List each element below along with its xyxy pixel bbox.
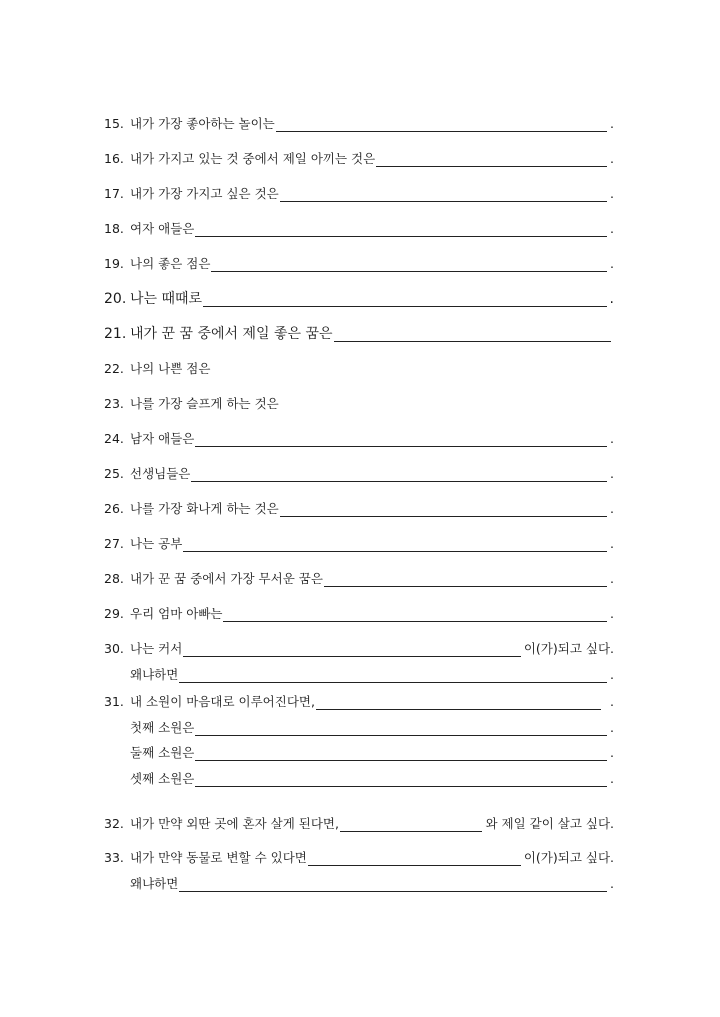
- answer-blank[interactable]: [195, 746, 607, 761]
- question-text: 여자 애들은: [130, 221, 195, 236]
- wish-first: [130, 716, 614, 736]
- question-number: 16.: [104, 151, 124, 166]
- question-number: 23.: [104, 396, 124, 411]
- answer-blank[interactable]: [324, 572, 607, 587]
- period: .: [610, 116, 614, 131]
- question-number: 31.: [104, 694, 124, 709]
- question-text: 남자 애들은: [130, 431, 195, 446]
- period: .: [610, 606, 614, 621]
- question-number: 22.: [104, 361, 124, 376]
- question-tail: 와 제일 같이 살고 싶다.: [485, 816, 614, 831]
- answer-blank[interactable]: [280, 502, 607, 517]
- period: .: [610, 151, 614, 166]
- question-number: 27.: [104, 536, 124, 551]
- question-text: 나의 좋은 점은: [130, 256, 211, 271]
- question-30-reason: [130, 663, 614, 683]
- question-27: [104, 532, 614, 552]
- question-number: 33.: [104, 850, 124, 865]
- period: .: [610, 501, 614, 516]
- question-text: 우리 엄마 아빠는: [130, 606, 223, 621]
- question-number: 20.: [104, 291, 127, 307]
- reason-label: 왜냐하면: [130, 876, 179, 891]
- wish-third: [130, 767, 614, 787]
- question-21: [104, 322, 614, 342]
- period: .: [610, 745, 614, 760]
- question-16: [104, 147, 614, 167]
- question-number: 24.: [104, 431, 124, 446]
- period: .: [610, 771, 614, 786]
- question-29: [104, 602, 614, 622]
- wish-label: 둘째 소원은: [130, 745, 195, 760]
- answer-blank[interactable]: [191, 467, 607, 482]
- answer-blank[interactable]: [203, 292, 606, 307]
- answer-blank[interactable]: [179, 877, 607, 892]
- question-text: 내가 만약 동물로 변할 수 있다면: [130, 850, 307, 865]
- question-number: 25.: [104, 466, 124, 481]
- wish-second: [130, 741, 614, 761]
- period: .: [610, 667, 614, 682]
- answer-blank[interactable]: [308, 851, 521, 866]
- question-number: 28.: [104, 571, 124, 586]
- question-25: [104, 462, 614, 482]
- question-text: 나를 가장 슬프게 하는 것은: [130, 396, 279, 411]
- question-text: 나는 때때로: [130, 291, 203, 307]
- answer-blank[interactable]: [316, 695, 601, 710]
- answer-blank[interactable]: [195, 772, 607, 787]
- question-17: [104, 182, 614, 202]
- question-text: 내가 가장 좋아하는 놀이는: [130, 116, 275, 131]
- question-22: [104, 357, 614, 377]
- answer-blank[interactable]: [183, 642, 521, 657]
- question-text: 내 소원이 마음대로 이루어진다면,: [130, 694, 315, 709]
- answer-blank[interactable]: [334, 327, 611, 342]
- answer-blank[interactable]: [223, 607, 607, 622]
- question-number: 18.: [104, 221, 124, 236]
- answer-blank[interactable]: [211, 257, 607, 272]
- question-number: 15.: [104, 116, 124, 131]
- question-33: [104, 846, 614, 866]
- period: .: [610, 571, 614, 586]
- answer-blank[interactable]: [195, 432, 607, 447]
- question-33-reason: [130, 872, 614, 892]
- period: .: [610, 720, 614, 735]
- question-text: 나의 나쁜 점은: [130, 361, 211, 376]
- answer-blank[interactable]: [183, 537, 607, 552]
- period: .: [610, 186, 614, 201]
- question-24: [104, 427, 614, 447]
- question-number: 19.: [104, 256, 124, 271]
- question-text: 내가 꾼 꿈 중에서 가장 무서운 꿈은: [130, 571, 323, 586]
- question-text: 내가 가지고 있는 것 중에서 제일 아끼는 것은: [130, 151, 376, 166]
- answer-blank[interactable]: [195, 721, 607, 736]
- period: .: [610, 536, 614, 551]
- question-number: 30.: [104, 641, 124, 656]
- question-text: 내가 가장 가지고 싶은 것은: [130, 186, 279, 201]
- question-30: [104, 637, 614, 657]
- wish-label: 첫째 소원은: [130, 720, 195, 735]
- question-text: 나는 공부: [130, 536, 183, 551]
- question-18: [104, 217, 614, 237]
- answer-blank[interactable]: [280, 187, 607, 202]
- period: .: [610, 876, 614, 891]
- question-tail: 이(가)되고 싶다.: [523, 850, 614, 865]
- question-text: 내가 만약 외딴 곳에 혼자 살게 된다면,: [130, 816, 339, 831]
- answer-blank[interactable]: [376, 152, 607, 167]
- question-text: 내가 꾼 꿈 중에서 제일 좋은 꿈은: [130, 326, 333, 342]
- question-number: 32.: [104, 816, 124, 831]
- question-number: 26.: [104, 501, 124, 516]
- period: .: [610, 431, 614, 446]
- question-28: [104, 567, 614, 587]
- question-19: [104, 252, 614, 272]
- answer-blank[interactable]: [195, 222, 607, 237]
- period: .: [610, 256, 614, 271]
- wish-label: 셋째 소원은: [130, 771, 195, 786]
- question-text: 나를 가장 화나게 하는 것은: [130, 501, 279, 516]
- question-text: 선생님들은: [130, 466, 191, 481]
- question-tail: 이(가)되고 싶다.: [523, 641, 614, 656]
- question-31: [104, 690, 614, 710]
- period: .: [610, 694, 614, 709]
- question-number: 29.: [104, 606, 124, 621]
- question-number: 21.: [104, 326, 127, 342]
- question-26: [104, 497, 614, 517]
- question-20: [104, 287, 614, 307]
- question-15: [104, 112, 614, 132]
- reason-label: 왜냐하면: [130, 667, 179, 682]
- question-23: [104, 392, 614, 412]
- answer-blank[interactable]: [179, 668, 607, 683]
- period: .: [610, 466, 614, 481]
- answer-blank[interactable]: [276, 117, 607, 132]
- period: .: [609, 291, 614, 307]
- period: .: [610, 221, 614, 236]
- question-number: 17.: [104, 186, 124, 201]
- question-text: 나는 커서: [130, 641, 183, 656]
- question-32: [104, 812, 614, 832]
- answer-blank[interactable]: [340, 817, 483, 832]
